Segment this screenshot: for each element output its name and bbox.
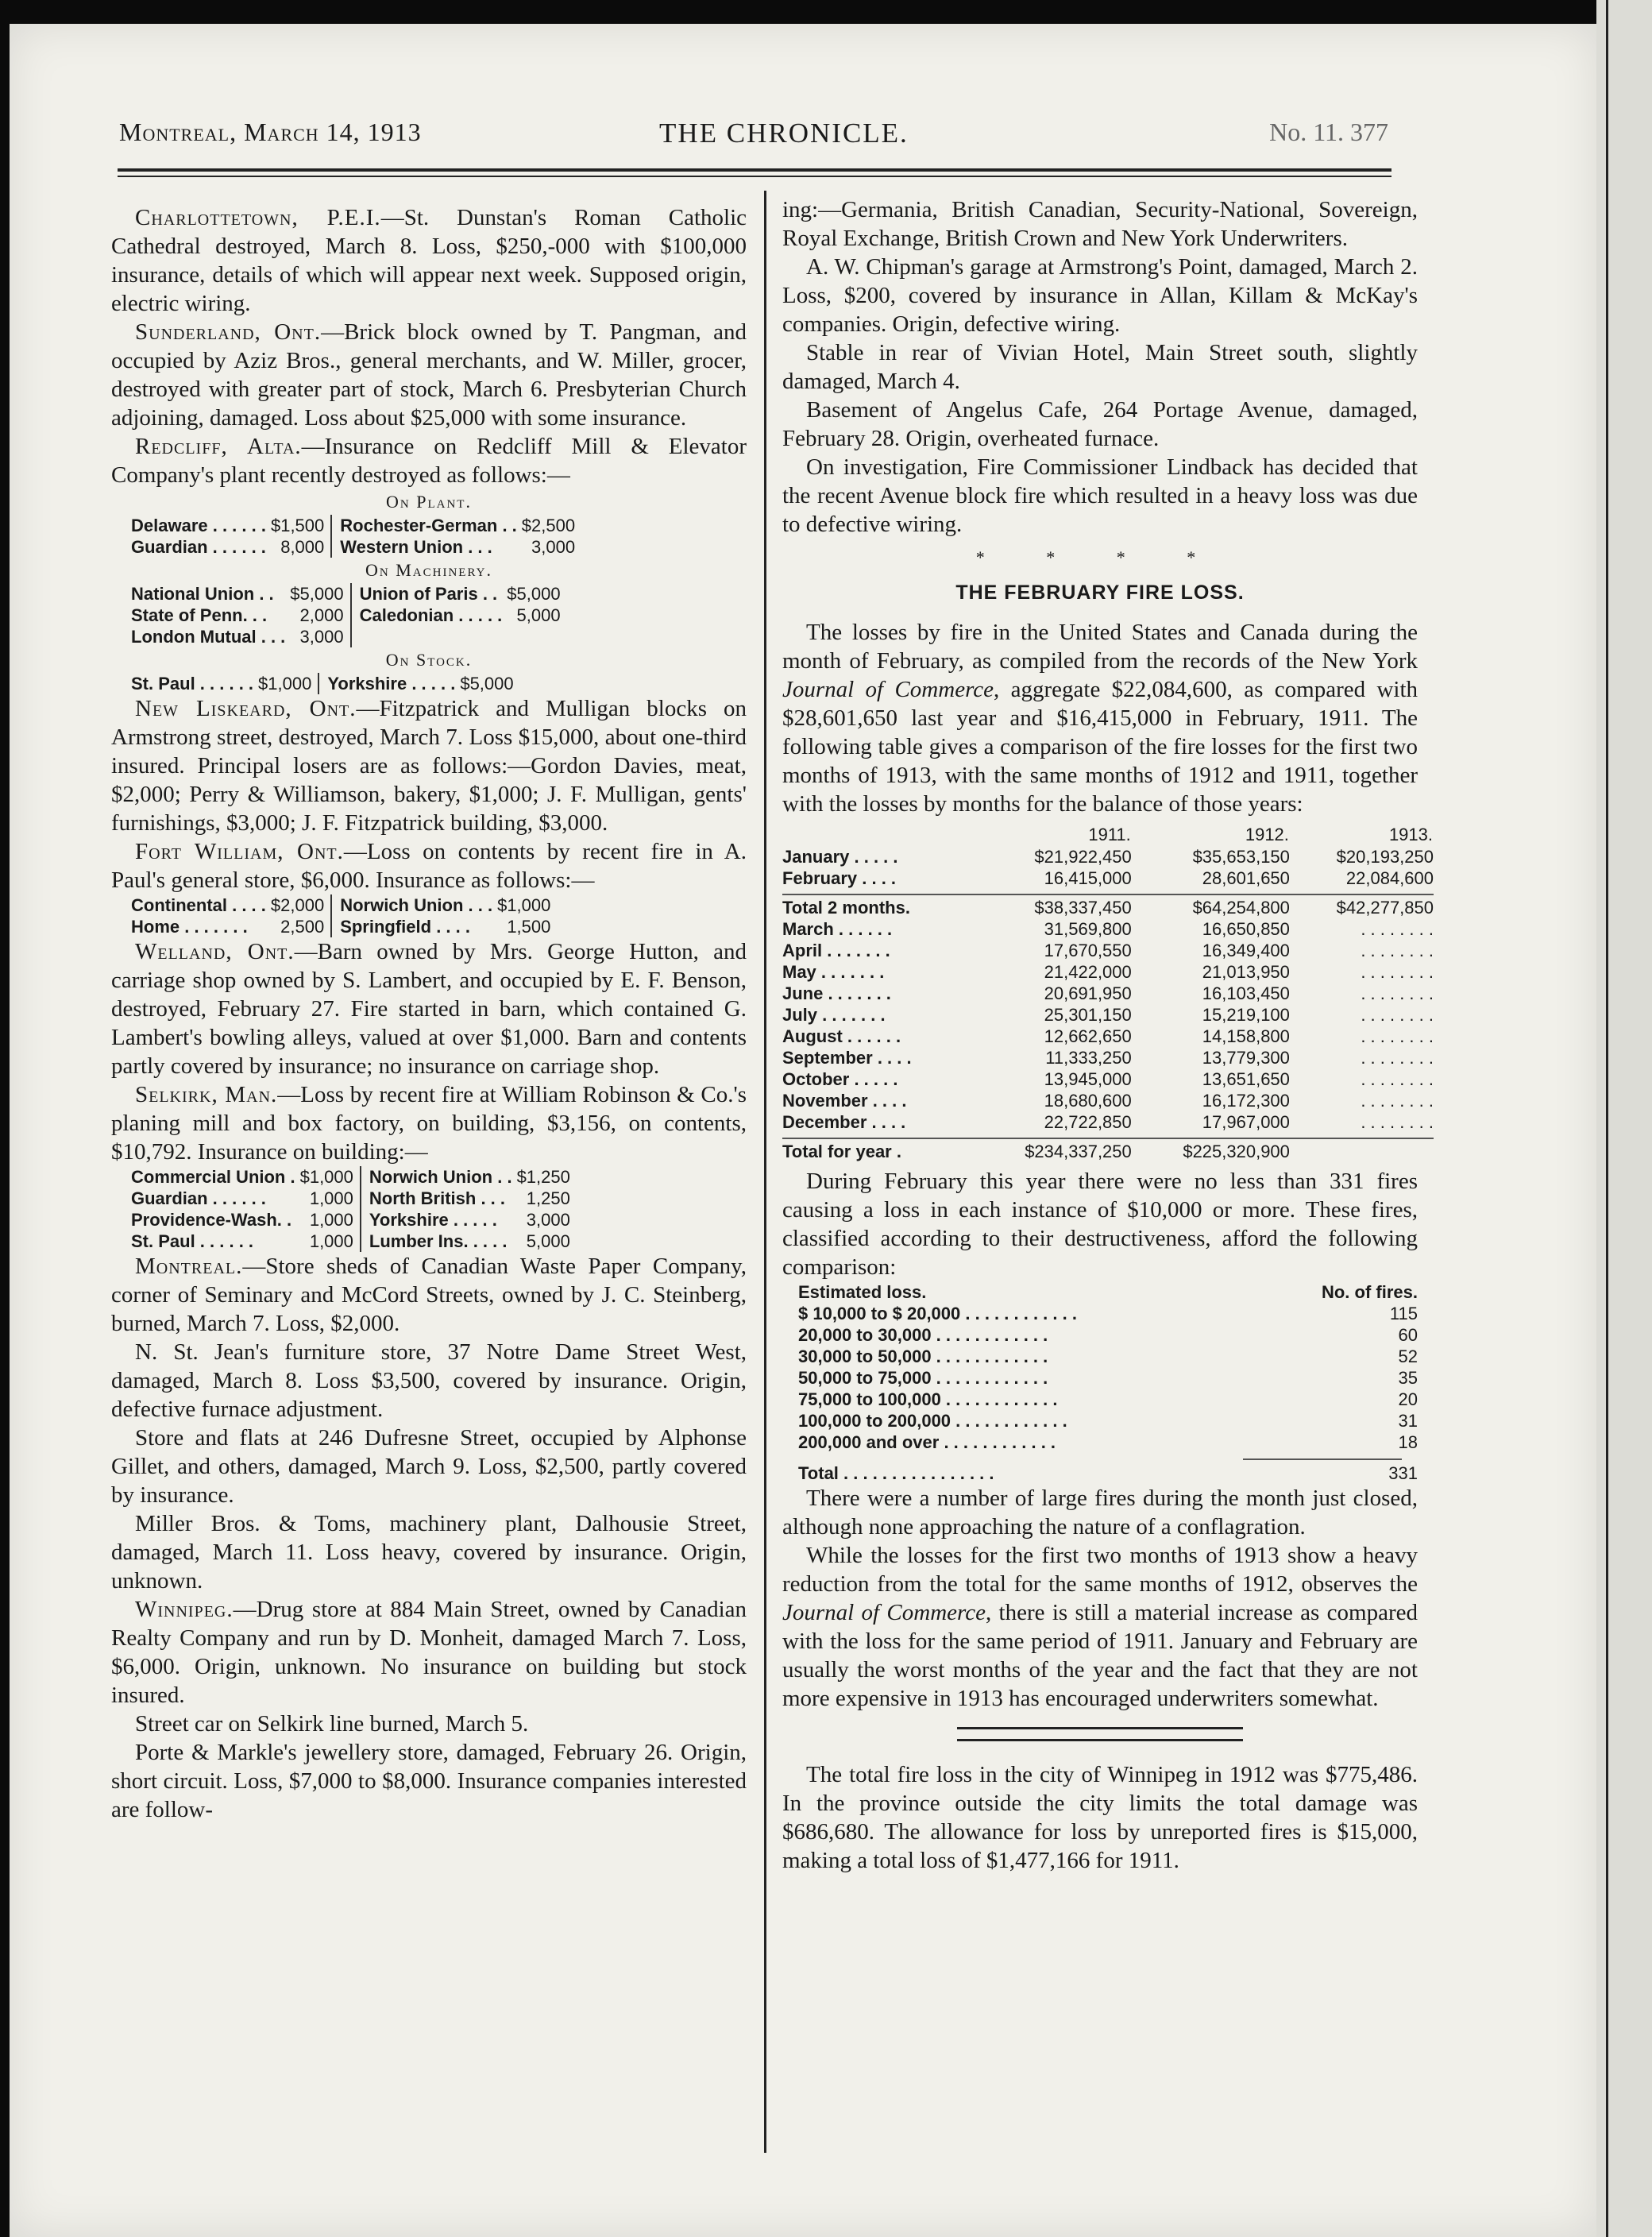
redcliff-stock-table <box>129 673 520 694</box>
winnipeg-total-text: The total fire loss in the city of Winnipeg in 1912 was $775,486. In the province outside the city limits the total damage was $686,680. The allowance for loss by unreported fires is $15,000, making a total loss of $1,477,166 for 1911. <box>782 1762 1418 1873</box>
header-rule-bottom <box>118 176 1391 177</box>
table-row: $ 10,000 to $ 20,000 . . . . . . . . . . . . 115 <box>798 1304 1418 1323</box>
article-welland: Welland, Ont.—Barn owned by Mrs. George Hutton, and carriage shop owned by S. Lambert, and occupied by E. F. Benson, destroyed, February 27. Fire started in barn, which contained G. Lambert's bowling alleys, valued at over $1,000. Barn and contents partly covered by insurance; no insurance on carriage shop. <box>111 939 747 1079</box>
article-porte: Porte & Markle's jewellery store, damaged, February 26. Origin, short circuit. Loss, $7,000 to $8,000. Insurance companies interested are follow- <box>111 1740 747 1822</box>
february-classification-text: During February this year there were no less than 331 fires causing a loss in each instance of $10,000 or more. These fires, classified according to their destructiveness, afford the following comparison: <box>782 1169 1418 1280</box>
article-street-car: Street car on Selkirk line burned, March 5. <box>135 1711 529 1737</box>
table-row: Guardian . . . . . . 8,000 Western Union . . . 3,000 <box>131 537 576 557</box>
table-row: Delaware . . . . . . $1,500 Rochester-German . . $2,500 <box>131 516 576 535</box>
table-row: Providence-Wash. . 1,000 Yorkshire . . . . . 3,000 <box>131 1210 570 1230</box>
table-row: Home . . . . . . . 2,500 Springfield . . . . 1,500 <box>131 917 551 937</box>
table-row: Continental . . . . $2,000 Norwich Union . . . $1,000 <box>131 895 551 915</box>
article-chipman: A. W. Chipman's garage at Armstrong's Point, damaged, March 2. Loss, $200, covered by insurance in Allan, Killam & McKay's companies. Origin, defective wiring. <box>782 254 1418 337</box>
article-montreal: Montreal.—Store sheds of Canadian Waste Paper Company, corner of Seminary and McCord Streets, owned by J. C. Steinberg, burned, March 7. Loss, $2,000. <box>111 1254 747 1336</box>
redcliff-machinery-table <box>129 583 567 647</box>
article-lindback: On investigation, Fire Commissioner Lindback has decided that the recent Avenue block fire which resulted in a heavy loss was due to defective wiring. <box>782 454 1418 537</box>
fort-william-table <box>129 894 557 937</box>
table-row: Total 2 months. $38,337,450 $64,254,800 $42,277,850 <box>782 898 1434 918</box>
redcliff-plant-title: On Plant. <box>386 492 472 512</box>
comparison-text: While the losses for the first two months of 1913 show a heavy reduction from the total for the same months of 1912, observes the Journal of Commerce, there is still a material increase as compared with the loss for the same period of 1911. January and February are usually the worst months of the year and the fact that they are not more expensive in 1913 has encouraged underwriters somewhat. <box>782 1543 1418 1711</box>
table-row: St. Paul . . . . . . 1,000 Lumber Ins. . . . . 5,000 <box>131 1231 570 1251</box>
table-row: February . . . . 16,415,000 28,601,650 22,084,600 <box>782 868 1434 888</box>
table-row: April . . . . . . . 17,670,550 16,349,400 . . . . . . . . <box>782 941 1434 960</box>
table-row: March . . . . . . 31,569,800 16,650,850 . . . . . . . . <box>782 919 1434 939</box>
table-row: July . . . . . . . 25,301,150 15,219,100 . . . . . . . . <box>782 1005 1434 1025</box>
article-stable: Stable in rear of Vivian Hotel, Main Street south, slightly damaged, March 4. <box>782 340 1418 394</box>
redcliff-stock-title: On Stock. <box>385 650 473 670</box>
table-row: November . . . . 18,680,600 16,172,300 . . . . . . . . <box>782 1091 1434 1111</box>
table-row: 200,000 and over . . . . . . . . . . . . 18 <box>798 1432 1418 1452</box>
section-separator: * * * * <box>975 547 1225 567</box>
header-title: THE CHRONICLE. <box>659 118 909 149</box>
article-sunderland: Sunderland, Ont.—Brick block owned by T. Pangman, and occupied by Aziz Bros., general merchants, and W. Miller, grocer, destroyed with greater part of stock, March 6. Presbyterian Church adjoining, damaged. Loss about $25,000 with some insurance. <box>111 319 747 431</box>
table-row: 30,000 to 50,000 . . . . . . . . . . . . 52 <box>798 1346 1418 1366</box>
page-header <box>119 118 1388 157</box>
table-row: August . . . . . . 12,662,650 14,158,800 . . . . . . . . <box>782 1026 1434 1046</box>
table-row: September . . . . 11,333,250 13,779,300 . . . . . . . . <box>782 1048 1434 1068</box>
table-row: Guardian . . . . . . 1,000 North British . . . 1,250 <box>131 1188 570 1208</box>
article-fort-william: Fort William, Ont.—Loss on contents by recent fire in A. Paul's general store, $6,000. Insurance as follows:— <box>111 839 747 893</box>
table-row: January . . . . . $21,922,450 $35,653,150 $20,193,250 <box>782 847 1434 867</box>
redcliff-plant-table <box>129 515 581 558</box>
header-rule-top <box>118 168 1391 172</box>
article-redcliff: Redcliff, Alta.—Insurance on Redcliff Mill & Elevator Company's plant recently destroyed as follows:— <box>111 434 747 488</box>
article-dufresne: Store and flats at 246 Dufresne Street, occupied by Alphonse Gillet, and others, damaged, March 9. Loss, $2,500, partly covered by insurance. <box>111 1425 747 1508</box>
double-rule <box>957 1727 1243 1741</box>
table-row: Commercial Union . $1,000 Norwich Union . . $1,250 <box>131 1167 570 1187</box>
table-row: 100,000 to 200,000 . . . . . . . . . . . . 31 <box>798 1411 1418 1431</box>
selkirk-table <box>129 1166 577 1252</box>
header-dateline: Montreal, March 14, 1913 <box>119 118 422 146</box>
table-row: Total . . . . . . . . . . . . . . . . 331 <box>798 1463 1418 1483</box>
left-column <box>111 203 747 1824</box>
article-basement: Basement of Angelus Cafe, 264 Portage Avenue, damaged, February 28. Origin, overheated furnace. <box>782 397 1418 451</box>
column-rule <box>764 191 766 2153</box>
table-row: London Mutual . . . 3,000 <box>129 626 567 647</box>
header-page-number: No. 11. 377 <box>1269 118 1388 146</box>
large-fires-text: There were a number of large fires during the month just closed, although none approaching the nature of a conflagration. <box>782 1486 1418 1540</box>
table-row: St. Paul . . . . . . $1,000 Yorkshire . . . . . $5,000 <box>131 674 514 694</box>
table-row: May . . . . . . . 21,422,000 21,013,950 . . . . . . . . <box>782 962 1434 982</box>
article-miller: Miller Bros. & Toms, machinery plant, Dalhousie Street, damaged, March 11. Loss heavy, covered by insurance. Origin, unknown. <box>111 1511 747 1594</box>
table-header-row: Estimated loss. No. of fires. <box>798 1282 1418 1302</box>
table-row: 75,000 to 100,000 . . . . . . . . . . . . 20 <box>798 1389 1418 1409</box>
table-row: December . . . . 22,722,850 17,967,000 . . . . . . . . <box>782 1112 1434 1132</box>
table-row: National Union . . $5,000 Union of Paris . . $5,000 <box>131 584 561 604</box>
february-intro: The losses by fire in the United States and Canada during the month of February, as compiled from the records of the New York Journal of Commerce, aggregate $22,084,600, as compared with $28,601,650 last year and $16,415,000 in February, 1911. The following table gives a comparison of the fire losses for the first two months of 1913, with the same months of 1912 and 1911, together with the losses by months for the balance of those years: <box>782 620 1418 817</box>
table-header-row: 1911. 1912. 1913. <box>1088 825 1433 844</box>
article-charlottetown: Charlottetown, P.E.I.—St. Dunstan's Roman Catholic Cathedral destroyed, March 8. Loss, $250,-000 with $100,000 insurance, details of which will appear next week. Supposed origin, electric wiring. <box>111 205 747 316</box>
fire-loss-table <box>782 823 1434 1162</box>
right-column <box>782 195 1434 1875</box>
table-row: 20,000 to 30,000 . . . . . . . . . . . . 60 <box>798 1325 1418 1345</box>
article-st-jean: N. St. Jean's furniture store, 37 Notre Dame Street West, damaged, March 8. Loss $3,500, covered by insurance. Origin, defective furnace adjustment. <box>111 1339 747 1422</box>
table-row: State of Penn. . . 2,000 Caledonian . . . . . 5,000 <box>131 605 561 625</box>
table-row: 50,000 to 75,000 . . . . . . . . . . . . 35 <box>798 1368 1418 1388</box>
fire-classification-table <box>798 1281 1418 1484</box>
article-porte-continued: ing:—Germania, British Canadian, Security-National, Sovereign, Royal Exchange, British Crown and New York Underwriters. <box>782 197 1418 251</box>
page-edge <box>1596 0 1652 2237</box>
article-selkirk: Selkirk, Man.—Loss by recent fire at William Robinson & Co.'s planing mill and box factory, on building, $3,156, on contents, $10,792. Insurance on building:— <box>111 1082 747 1165</box>
page-edge-line <box>1606 0 1608 2237</box>
redcliff-machinery-title: On Machinery. <box>365 560 492 580</box>
article-new-liskeard: New Liskeard, Ont.—Fitzpatrick and Mulligan blocks on Armstrong street, destroyed, March 7. Loss $15,000, about one-third insured. Principal losers are as follows:—Gordon Davies, meat, $2,000; Perry & Williamson, bakery, $1,000; J. F. Mulligan, gents' furnishings, $3,000; J. F. Fitzpatrick building, $3,000. <box>111 696 747 836</box>
section-heading: THE FEBRUARY FIRE LOSS. <box>955 581 1245 604</box>
table-row: October . . . . . 13,945,000 13,651,650 . . . . . . . . <box>782 1069 1434 1089</box>
table-row: June . . . . . . . 20,691,950 16,103,450 . . . . . . . . <box>782 983 1434 1003</box>
article-winnipeg: Winnipeg.—Drug store at 884 Main Street, owned by Canadian Realty Company and run by D. Monheit, damaged March 7. Loss, $6,000. Origin, unknown. No insurance on building but stock insured. <box>111 1597 747 1708</box>
table-row: Total for year . $234,337,250 $225,320,900 <box>782 1142 1290 1161</box>
